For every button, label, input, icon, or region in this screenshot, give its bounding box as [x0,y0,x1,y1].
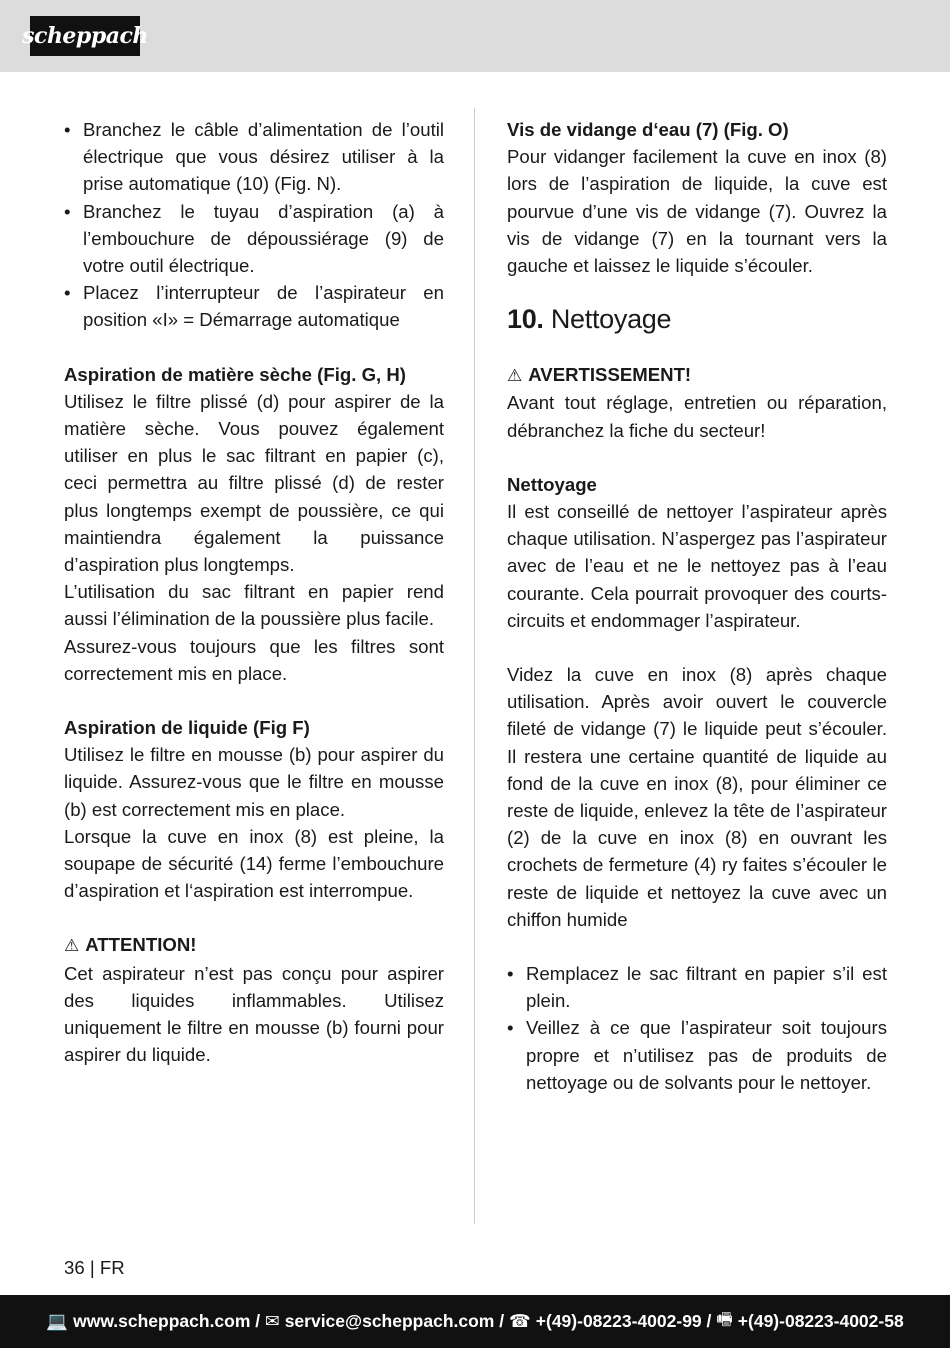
attention-label: ATTENTION! [85,934,197,956]
list-item: • Placez l’interrupteur de l’aspirateur en position «I» = Démarrage automatique [64,279,444,333]
paragraph: Avant tout réglage, entretien ou réparation, débranchez la fiche du secteur! [507,392,887,441]
left-column [64,116,444,1069]
paragraph: Assurez-vous toujours que les filtres sont correctement mis en place. [64,635,444,684]
right-column [507,116,887,1096]
page-footer [0,1295,950,1348]
section-title [507,303,887,335]
drain-screw-heading: Vis de vidange d‘eau (7) (Fig. O) [507,119,789,140]
warning-triangle-icon: ⚠ [507,366,523,386]
mail-icon: ✉ [265,1311,280,1331]
warning-label: AVERTISSEMENT! [528,364,692,386]
scheppach-logo: scheppach [30,16,140,56]
paragraph: Lorsque la cuve en inox (8) est pleine, la soupape de sécurité (14) ferme l’embouchure d’aspiration et l‘aspiration est interrompue. [64,825,444,902]
section-number: 10. [507,304,544,335]
footer-fax: +(49)-08223-4002-58 [737,1311,904,1331]
list-item: • Branchez le tuyau d’aspiration (a) à l’embouchure de dépoussiérage (9) de votre outil électrique. [64,198,444,280]
page-header [0,0,950,72]
column-divider [474,108,475,1224]
page-number-value: 36 [64,1257,85,1278]
warning-heading [507,361,887,389]
footer-website: www.scheppach.com / [73,1311,261,1331]
paragraph: L’utilisation du sac filtrant en papier rend aussi l’élimination de la poussière plus facile. [64,581,444,630]
paragraph: Pour vidanger facilement la cuve en inox (8) lors de l’aspiration de liquide, la cuve est pourvue d’une vis de vidange (7). Ouvrez la vis de vidange (7) en la tournant vers la gauche et laissez le liquide s’écouler. [507,146,887,277]
list-item: • Veillez à ce que l’aspirateur soit toujours propre et n’utilisez pas de produits de nettoyage ou de solvants pour le nettoyer. [507,1014,887,1096]
footer-email: service@scheppach.com / [284,1311,505,1331]
dry-suction-heading: Aspiration de matière sèche (Fig. G, H) [64,363,406,385]
page-language: FR [99,1257,125,1278]
footer-phone: +(49)-08223-4002-99 / [535,1311,712,1331]
attention-heading [64,931,444,959]
phone-icon: ☎ [508,1311,531,1331]
liquid-suction-heading: Aspiration de liquide (Fig F) [64,717,310,739]
paragraph: Videz la cuve en inox (8) après chaque utilisation. Après avoir ouvert le couvercle fileté de vidange (7) le liquide peut s’écouler. Il restera une certaine quantité de liquide au fond de la cuve en inox (8), pour éliminer ce reste de liquide, enlevez la tête de l’aspirateur (2) de la cuve en inox (8) en ouvrant les crochets de fermeture (4) ry faites s’écouler le reste de liquide et nettoyez la cuve avec un chiffon humide [507,664,887,930]
list-item: • Branchez le câble d’alimentation de l’outil électrique que vous désirez utiliser à la prise automatique (10) (Fig. N). [64,116,444,198]
list-item: • Remplacez le sac filtrant en papier s’il est plein. [507,960,887,1014]
fax-icon: 🖷 [716,1308,733,1329]
paragraph: Il est conseillé de nettoyer l’aspirateur après chaque utilisation. N’aspergez pas l’aspirateur avec de l’eau et ne le nettoyez pas à l’eau courante. Cela pourrait provoquer des courts-circuits et endommager l’aspirateur. [507,501,887,631]
paragraph: Utilisez le filtre plissé (d) pour aspirer de la matière sèche. Vous pouvez également utiliser en plus le sac filtrant en papier (c), ceci permettra au filtre plissé (d) de rester plus longtemps exempt de poussière, ce qui maintiendra également la puissance d’aspiration plus longtemps. [64,390,444,576]
cleaning-heading: Nettoyage [507,473,597,495]
paragraph: Utilisez le filtre en mousse (b) pour aspirer du liquide. Assurez-vous que le filtre en mousse (b) est correctement mis en place. [64,744,444,820]
section-title-text: Nettoyage [550,304,672,335]
cleaning-tips-list [507,960,887,1096]
connection-steps-list [64,116,444,334]
page-number [64,1256,125,1280]
page-separator: | [89,1257,95,1278]
paragraph: Cet aspirateur n’est pas conçu pour aspirer des liquides inflammables. Utilisez uniquement le filtre en mousse (b) fourni pour aspirer du liquide. [64,962,444,1066]
warning-triangle-icon: ⚠ [64,936,80,956]
computer-icon: 💻 [46,1311,69,1331]
